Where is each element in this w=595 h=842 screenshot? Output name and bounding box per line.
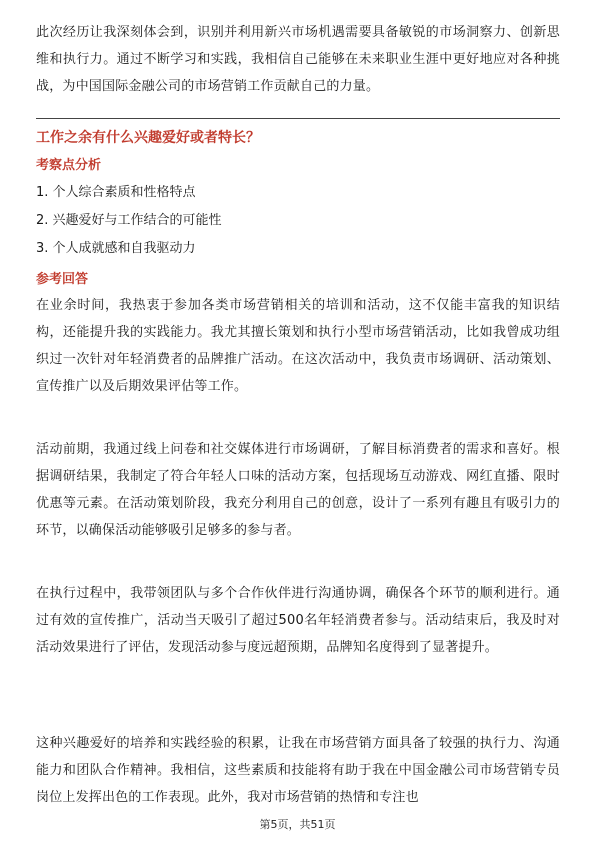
answer-label: 参考回答 (36, 272, 89, 287)
answer-paragraph-4: 这种兴趣爱好的培养和实践经验的积累，让我在市场营销方面具备了较强的执行力、沟通能力和团队合作精神。我相信，这些素质和技能将有助于我在中国金融公司市场营销专员岗位上发挥出色的工作表现。此外，我对市场营销的热情和专注也 (36, 736, 560, 805)
question-title: 工作之余有什么兴趣爱好或者特长？ (36, 130, 260, 146)
answer-paragraph-1: 在业余时间，我热衷于参加各类市场营销相关的培训和活动，这不仅能丰富我的知识结构，还能提升我的实践能力。我尤其擅长策划和执行小型市场营销活动，比如我曾成功组织过一次针对年轻消费者的品牌推广活动。在这次活动中，我负责市场调研、活动策划、宣传推广以及后期效果评估等工作。 (36, 298, 560, 394)
analysis-item-1: 1. 个人综合素质和性格特点 (36, 185, 196, 200)
answer-paragraph-3: 在执行过程中，我带领团队与多个合作伙伴进行沟通协调，确保各个环节的顺利进行。通过有效的宣传推广，活动当天吸引了超过500名年轻消费者参与。活动结束后，我及时对活动效果进行了评估，发现活动参与度远超预期，品牌知名度得到了显著提升。 (36, 586, 560, 655)
page-number: 第5页，共51页 (259, 818, 336, 831)
section-divider (36, 118, 560, 119)
intro-paragraph: 此次经历让我深刻体会到，识别并利用新兴市场机遇需要具备敏锐的市场洞察力、创新思维和执行力。通过不断学习和实践，我相信自己能够在未来职业生涯中更好地应对各种挑战，为中国国际金融公司的市场营销工作贡献自己的力量。 (36, 25, 560, 94)
analysis-item-2: 2. 兴趣爱好与工作结合的可能性 (36, 213, 222, 228)
analysis-item-3: 3. 个人成就感和自我驱动力 (36, 241, 196, 256)
answer-paragraph-2: 活动前期，我通过线上问卷和社交媒体进行市场调研，了解目标消费者的需求和喜好。根据调研结果，我制定了符合年轻人口味的活动方案，包括现场互动游戏、网红直播、限时优惠等元素。在活动策划阶段，我充分利用自己的创意，设计了一系列有趣且有吸引力的环节，以确保活动能够吸引足够多的参与者。 (36, 442, 560, 538)
analysis-label: 考察点分析 (36, 158, 102, 173)
